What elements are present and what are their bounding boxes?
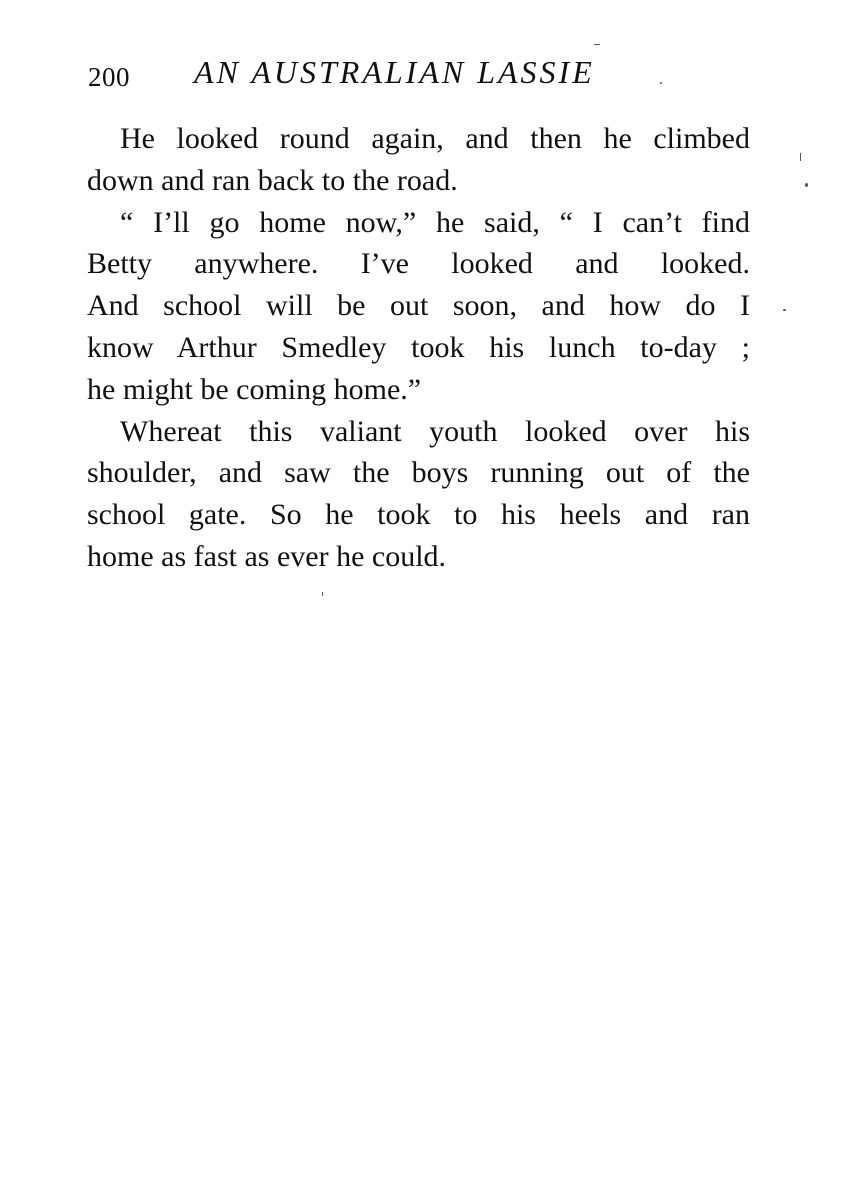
body-text <box>87 118 750 578</box>
paper-speck <box>322 592 323 596</box>
text-line: know Arthur Smedley took his lunch to-day ; <box>87 330 750 364</box>
paper-speck <box>800 153 801 161</box>
text-line: “ I’ll go home now,” he said, “ I can’t find <box>120 205 750 239</box>
running-title: AN AUSTRALIAN LASSIE <box>194 54 595 90</box>
page-header <box>88 54 668 94</box>
paragraph-1 <box>87 118 750 202</box>
text-line: Whereat this valiant youth looked over his <box>120 414 750 448</box>
paragraph-3 <box>87 411 750 578</box>
text-line: school gate. So he took to his heels and ran <box>87 498 750 532</box>
page-number: 200 <box>88 62 130 92</box>
text-line: home as fast as ever he could. <box>87 539 447 573</box>
paragraph-2 <box>87 202 750 411</box>
text-line: he might be coming home.” <box>87 372 422 406</box>
paper-speck <box>660 82 662 84</box>
paper-speck <box>805 183 808 187</box>
text-line: shoulder, and saw the boys running out of the <box>87 456 750 490</box>
paper-speck <box>783 309 786 311</box>
text-line: He looked round again, and then he climbed <box>120 122 750 155</box>
paper-speck <box>594 44 600 45</box>
text-line: Betty anywhere. I’ve looked and looked. <box>87 247 750 281</box>
text-line: down and ran back to the road. <box>87 163 458 197</box>
text-line: And school will be out soon, and how do I <box>87 289 750 323</box>
